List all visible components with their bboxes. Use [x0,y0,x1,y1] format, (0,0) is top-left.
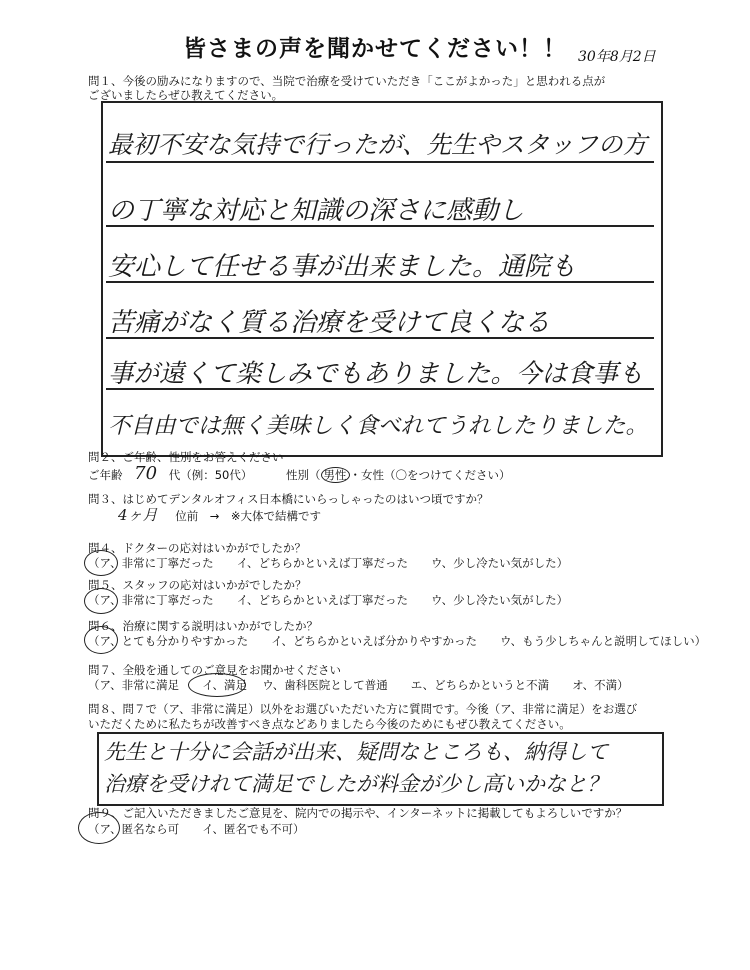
age-suffix: 代（例：50代） [168,468,253,482]
q2-prompt: 問２、ご年齢、性別をお答えください [88,450,284,464]
q1-answer-line: 事が遠くて楽しみでもありました。今は食事も [108,359,644,389]
q5-options: （ア、非常に丁寧だった イ、どちらかといえば丁寧だった ウ、少し冷たい気がした） [88,593,569,607]
gender-label: 性別（ [286,468,321,482]
q8-prompt-line1: 問８、問７で（ア、非常に満足）以外をお選びいただいた方に質問です。今後（ア、非常に満足）をお選び [88,702,638,716]
q8-answer-line: 治療を受けれて満足でしたが料金が少し高いかなと？ [104,772,608,796]
q1-answer-line: 安心して任せる事が出来ました。通院も [108,252,577,282]
gender-male-circled: 男性 [321,467,350,483]
q1-answer-line: 最初不安な気持で行ったが、先生やスタッフの方 [108,130,647,159]
q6-prompt: 問６、治療に関する説明はいかがでしたか？ [88,619,318,633]
q7-options: （ア、非常に満足 イ、満足 ウ、歯科医院として普通 エ、どちらかというと不満 オ、不満） [88,678,629,692]
q6-options: （ア、とても分かりやすかった イ、どちらかといえば分かりやすかった ウ、もう少しちゃんと説明してほしい） [88,634,707,648]
q1-answer-line: 苦痛がなく質る治療を受けて良くなる [108,308,551,338]
age-label: ご年齢 [88,468,123,482]
q1-answer-line: の丁寧な対応と知識の深さに感動し [108,196,525,226]
age-value: 70 [134,463,158,484]
q4-options: （ア、非常に丁寧だった イ、どちらかといえば丁寧だった ウ、少し冷たい気がした） [88,556,569,570]
rule-line [106,161,654,163]
q1-prompt-line2: ございましたらぜひ教えてください。 [88,88,284,102]
q3-prompt: 問３、はじめてデンタルオフィス日本橋にいらっしゃったのはいつ頃ですか？ [88,492,489,506]
q2-age-row [88,463,511,484]
answer-circle [78,812,120,844]
q3-suffix: 位前 → ※大体で結構です [175,509,321,523]
q3-answer: 4ヶ月 [118,506,158,524]
q5-prompt: 問５、スタッフの応対はいかがでしたか？ [88,578,307,592]
q8-prompt-line2: いただくために私たちが改善すべき点などありましたら今後のためにもぜひ教えてください。 [88,717,571,731]
q3-answer-row [118,508,321,524]
q7-prompt: 問７、全般を通してのご意見をお聞かせください [88,663,341,677]
q9-prompt: 問９、ご記入いただきましたご意見を、院内での掲示や、インターネットに掲載してもよろしいですか？ [88,806,628,820]
answer-circle [84,550,118,576]
q8-answer-line: 先生と十分に会話が出来、疑問なところも、納得して [104,740,608,764]
q4-prompt: 問４、ドクターの応対はいかがでしたか？ [88,541,307,555]
handwritten-date: 30年8月2日 [578,49,656,65]
answer-circle [84,588,118,614]
q9-options: （ア、匿名なら可 イ、匿名でも不可） [88,822,305,836]
page-title: 皆さまの声を聞かせてください！！ [183,36,567,62]
q1-prompt-line1: 問１、今後の励みになりますので、当院で治療を受けていただき「ここがよかった」と思われる点が [88,74,606,88]
answer-circle [188,673,246,697]
q1-answer-line: 不自由では無く美味しく食べれてうれしたりました。 [108,413,649,439]
gender-options: ・女性（〇をつけてください） [349,468,511,482]
answer-circle [84,626,118,654]
